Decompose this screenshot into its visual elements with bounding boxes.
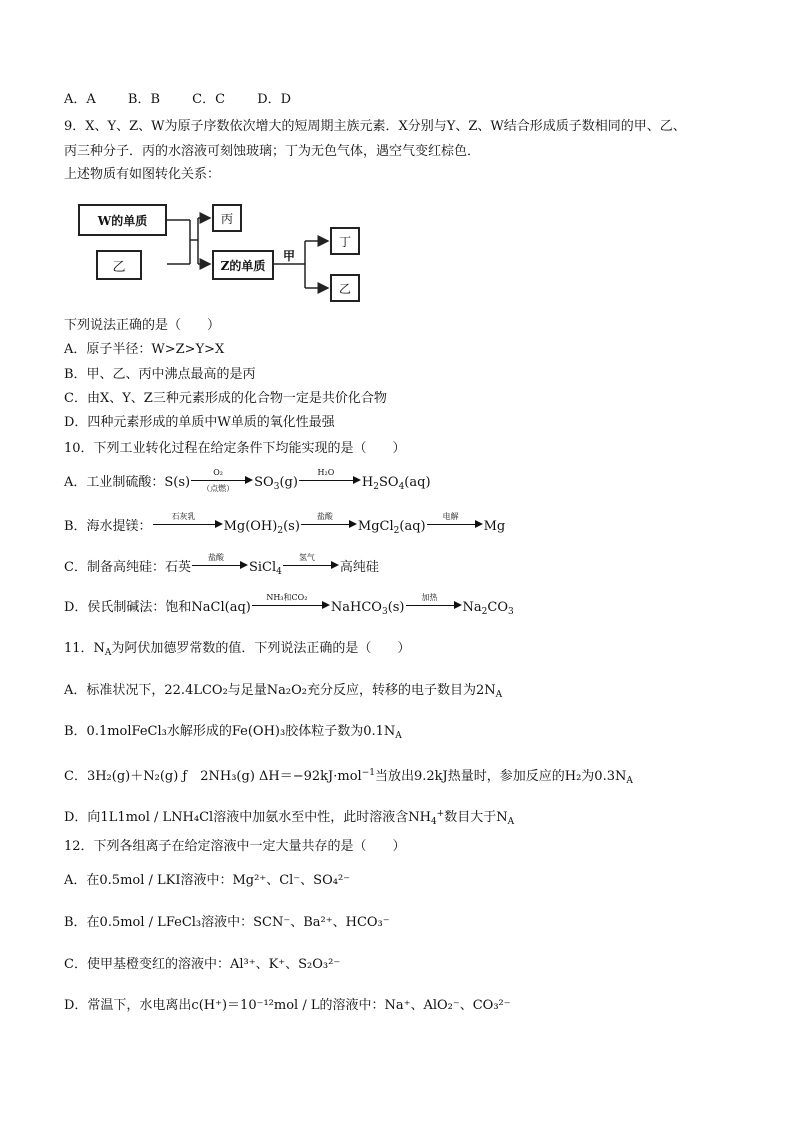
subscript: 3	[508, 607, 514, 617]
subscript: 4	[398, 482, 405, 492]
arrow-condition: 盐酸	[207, 553, 224, 562]
formula-part: NaHCO	[330, 600, 382, 615]
arrow-condition-below: （点燃）	[202, 484, 235, 493]
formula-part: Na	[462, 600, 482, 615]
q9-stem-line2: 丙三种分子．丙的水溶液可刻蚀玻璃；丁为无色气体，遇空气变红棕色．	[64, 144, 481, 159]
formula-part: SO	[378, 475, 399, 490]
q9-option-a: A．原子半径：W>Z>Y>X	[64, 342, 225, 357]
box-bing: 丙	[212, 204, 242, 232]
q12-stem: 12．下列各组离子在给定溶液中一定大量共存的是（ ）	[64, 839, 406, 854]
box-yi-right: 乙	[330, 274, 360, 302]
reaction-arrow	[191, 468, 253, 493]
q11-option-d	[64, 805, 514, 831]
state: (s)	[283, 519, 300, 534]
reaction-arrow	[192, 553, 248, 573]
q10-option-a	[64, 468, 431, 496]
subscript: A	[626, 776, 633, 786]
q11-option-b	[64, 723, 402, 745]
q10-b-label: B．海水提镁：	[64, 519, 152, 534]
q11-c-text-post: 当放出9.2kJ热量时，参加反应的H₂为0.3N	[375, 769, 627, 784]
q12-option-b: B．在0.5mol / LFeCl₃溶液中：SCN⁻、Ba²⁺、HCO₃⁻	[64, 915, 390, 930]
q8-option-d: D．D	[257, 92, 292, 107]
q10-stem: 10．下列工业转化过程在给定条件下均能实现的是（ ）	[64, 441, 406, 456]
reaction-arrow	[153, 512, 223, 532]
q11-d-text-post: 数目大于N	[444, 810, 508, 825]
subscript: 2	[373, 482, 379, 492]
q11-a-text: A．标准状况下，22.4LCO₂与足量Na₂O₂充分反应，转移的电子数目为2N	[64, 683, 496, 698]
q10-option-c	[64, 553, 379, 581]
arrow-condition: O₂	[213, 468, 223, 477]
q8-option-a: A．A	[64, 92, 96, 107]
arrow-condition: NH₃和CO₂	[266, 593, 308, 602]
q11-option-a	[64, 682, 502, 704]
subscript: 4	[430, 817, 437, 827]
superscript: −1	[361, 768, 375, 778]
arrow-condition: H₂O	[317, 468, 335, 477]
arrow-condition: 盐酸	[316, 512, 333, 521]
subscript: A	[395, 731, 402, 741]
q10-c-label: C．制备高纯硅：石英	[64, 560, 191, 575]
q11-option-c	[64, 764, 633, 790]
q10-a-so3: SO	[254, 475, 274, 490]
reaction-arrow	[299, 468, 361, 488]
formula-part: N	[93, 641, 105, 656]
arrow-condition: 石灰乳	[171, 512, 196, 521]
q8-option-b: B．B	[127, 92, 161, 107]
subscript: 4	[276, 567, 282, 577]
state: (g)	[279, 475, 298, 490]
formula-part: MgCl	[357, 519, 394, 534]
state: (aq)	[404, 475, 431, 490]
q9-stem-line3: 上述物质有如图转化关系：	[64, 167, 221, 182]
q9-option-d: D．四种元素形成的单质中W单质的氧化性最强	[64, 415, 335, 430]
formula-part: 高纯硅	[339, 560, 379, 575]
label-jia: 甲	[283, 249, 296, 263]
q10-option-b	[64, 512, 506, 540]
q10-a-label: A．工业制硫酸：	[64, 475, 165, 490]
reaction-arrow	[427, 512, 483, 532]
arrow-condition: 电解	[442, 512, 459, 521]
q11-number: 11．	[64, 641, 94, 656]
formula-part: CO	[487, 600, 508, 615]
q10-d-label: D．侯氏制碱法：饱和NaCl(aq)	[64, 600, 251, 615]
reaction-arrow	[283, 553, 339, 573]
q12-option-d: D．常温下，水电离出c(H⁺)＝10⁻¹²mol / L的溶液中：Na⁺、AlO₂⁻、CO₃²⁻	[64, 998, 511, 1013]
subscript: 2	[393, 526, 400, 536]
q11-d-text: D．向1L1mol / LNH₄Cl溶液中加氨水至中性，此时溶液含NH	[64, 810, 431, 825]
subscript: A	[507, 817, 515, 827]
box-ding: 丁	[330, 227, 360, 255]
q9-option-c: C．由X、Y、Z三种元素形成的化合物一定是共价化合物	[64, 391, 387, 406]
q11-stem-text: 为阿伏加德罗常数的值．下列说法正确的是（ ）	[111, 641, 411, 656]
subscript: 3	[381, 607, 388, 617]
q10-option-d	[64, 593, 514, 621]
subscript: 2	[277, 526, 284, 536]
reaction-arrow	[406, 593, 462, 613]
formula-part: H	[361, 475, 374, 490]
reaction-arrow	[252, 593, 330, 613]
q11-c-text: C．3H₂(g)＋N₂(g) ƒ 2NH₃(g) ΔH＝−92kJ·mol	[64, 769, 362, 784]
q10-a-s: S(s)	[164, 475, 191, 490]
subscript: A	[104, 648, 112, 658]
superscript: +	[436, 809, 445, 819]
q11-b-text: B．0.1molFeCl₃水解形成的Fe(OH)₃胶体粒子数为0.1N	[64, 724, 396, 739]
q12-option-c: C．使甲基橙变红的溶液中：Al³⁺、K⁺、S₂O₃²⁻	[64, 957, 341, 972]
arrow-condition: 加热	[421, 593, 438, 602]
subscript: A	[495, 690, 503, 700]
subscript: 2	[481, 607, 488, 617]
formula-part: Mg(OH)	[223, 519, 278, 534]
formula-part: SiCl	[248, 560, 277, 575]
arrow-condition: 氢气	[298, 553, 315, 562]
conversion-diagram	[0, 0, 794, 320]
box-w-single: W的单质	[78, 204, 167, 236]
state: (s)	[387, 600, 405, 615]
box-z-single: Z的单质	[212, 250, 274, 280]
q8-option-c: C．C	[192, 92, 226, 107]
formula-part: Mg	[483, 519, 506, 534]
state: (aq)	[399, 519, 426, 534]
q9-stem-line1: 9．X、Y、Z、W为原子序数依次增大的短周期主族元素．X分别与Y、Z、W结合形成质子数相同的甲、乙、	[64, 119, 686, 134]
box-yi-left: 乙	[96, 250, 142, 280]
reaction-arrow	[301, 512, 357, 532]
q11-stem	[64, 640, 410, 662]
subscript: 3	[273, 482, 280, 492]
q9-question: 下列说法正确的是（ ）	[64, 318, 221, 333]
q9-option-b: B．甲、乙、丙中沸点最高的是丙	[64, 367, 256, 382]
q12-option-a: A．在0.5mol / LKI溶液中：Mg²⁺、Cl⁻、SO₄²⁻	[64, 873, 351, 888]
